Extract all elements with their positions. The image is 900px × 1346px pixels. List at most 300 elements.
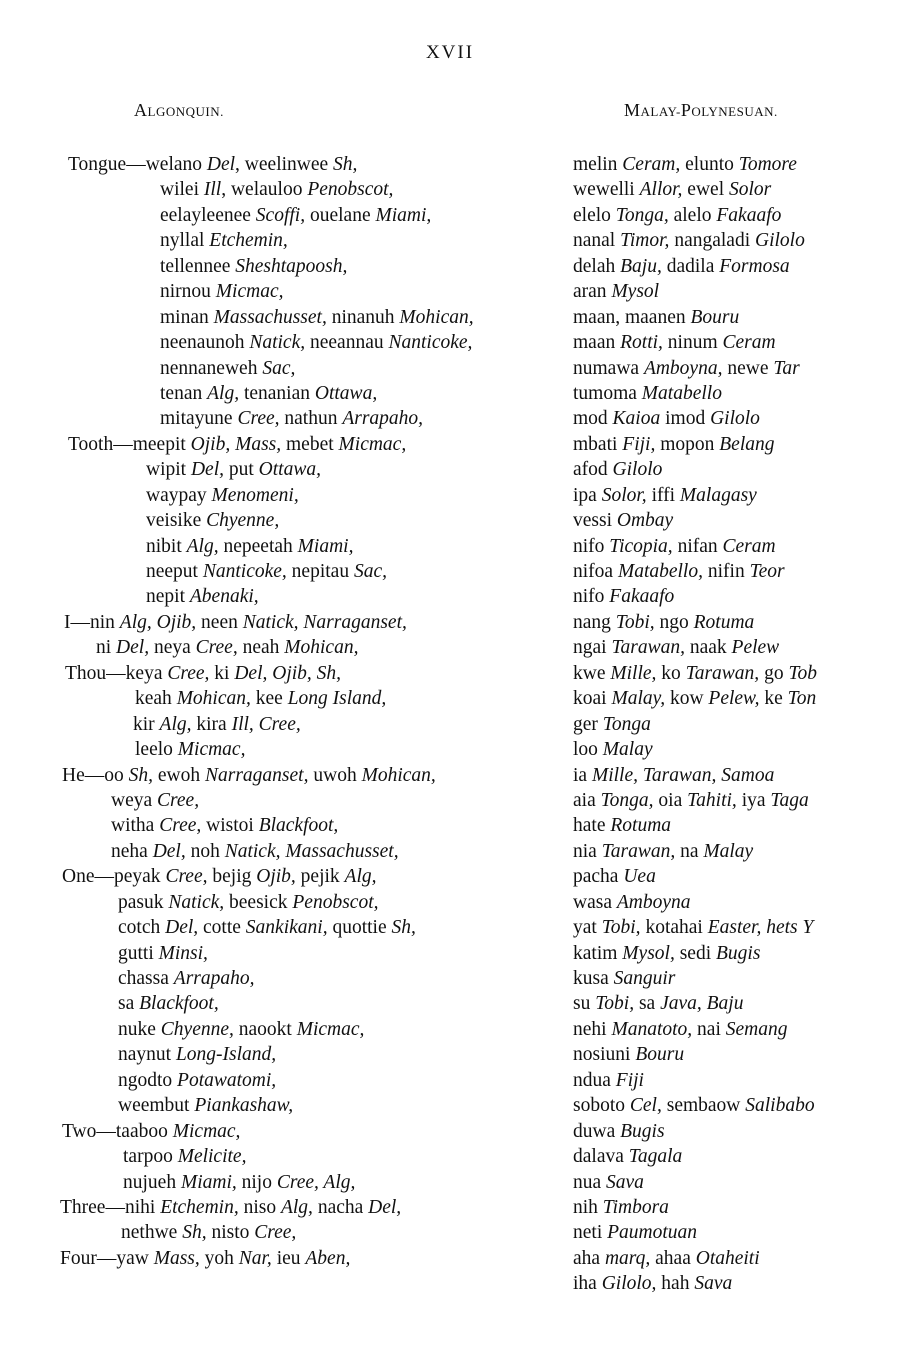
left-line [0,177,474,202]
word-text: aran [573,281,612,303]
language-name: Nanticoke, [388,332,473,354]
language-name: Tahiti, [687,789,737,811]
right-line [573,177,817,202]
left-line [0,1144,474,1169]
left-heading-rest: LGONQUIN. [147,104,224,119]
right-line [573,228,817,253]
word-text: nifan [672,535,723,557]
language-name: Malagasy [679,484,757,506]
language-name: Timbora [602,1196,669,1218]
right-line [573,584,817,609]
word-text: loo [573,739,603,761]
language-name: Bugis [716,942,761,964]
word-text: ko [656,662,686,684]
left-line [0,839,474,864]
right-line [573,381,817,406]
word-text: tenanian [239,382,315,404]
word-text: kotahai [640,917,708,939]
language-name: Baju, [620,255,662,277]
left-line [0,330,474,355]
word-text: nisto [206,1222,255,1244]
language-name: Ceram [722,332,776,354]
language-name: Mohican, [284,637,359,659]
language-name: Timor, [620,230,670,252]
word-text: neeannau [305,332,389,354]
language-name: Micmac, [172,1120,241,1142]
word-text: He—oo [62,764,129,786]
left-line [0,864,474,889]
language-name: Sh, [391,917,416,939]
left-line [0,737,474,762]
word-text: vessi [573,510,617,532]
left-line [0,661,474,686]
word-text: I—nin [64,611,120,633]
language-name: Cree, [165,866,208,888]
word-text: nujueh [123,1171,181,1193]
right-line [573,1195,817,1220]
word-text: aha [573,1247,605,1269]
language-name: Tomore [738,154,797,175]
right-line [573,941,817,966]
word-text: duwa [573,1120,621,1142]
word-text: yoh [199,1247,239,1269]
word-text: ger [573,713,603,735]
word-text: nih [573,1196,603,1218]
language-name: Rotti, [620,332,663,354]
left-line [0,991,474,1016]
word-text: dadila [661,255,720,277]
right-line [573,737,817,762]
word-text: iha [573,1273,602,1295]
word-text: alelo [668,204,717,226]
language-name: Malay [703,840,754,862]
language-name: Tobi, [615,611,655,633]
word-text: sa [634,993,661,1015]
language-name: Menomeni, [211,484,299,506]
language-name: Chyenne, [160,1018,234,1040]
right-heading-rest-1: ALAY- [640,104,681,119]
word-text: sa [118,993,140,1015]
word-text: sedi [674,942,716,964]
language-name: Blackfoot, [139,993,219,1015]
right-line [573,305,817,330]
word-text: kira [191,713,232,735]
left-line [0,763,474,788]
language-name: Sanguir [613,968,676,989]
word-text: One—peyak [62,866,166,888]
language-name: Gilolo [755,230,805,252]
word-text: ia [573,764,592,786]
language-name: Del, [368,1196,402,1218]
word-text: ni [96,637,117,659]
left-heading-initial: A [134,100,148,120]
left-line [0,686,474,711]
word-text: Tooth—meepit [68,433,191,455]
right-line [573,1246,817,1271]
word-text: neti [573,1222,608,1244]
language-name: Sac, [262,357,296,379]
word-text: tellennee [160,255,236,277]
language-name: Taga [770,789,809,811]
right-line [573,1068,817,1093]
word-text: pasuk [118,891,169,913]
word-text: hah [656,1273,695,1295]
language-name: Ojib, [256,866,296,888]
word-text: nathun [279,408,343,430]
word-text: nirnou [160,281,216,303]
language-name: Paumotuan [607,1222,698,1244]
right-line [573,1017,817,1042]
word-text: nifo [573,586,610,608]
word-text: katim [573,942,623,964]
language-name: Mysol [611,281,660,303]
language-name: Alg, [186,535,219,557]
left-line [0,890,474,915]
language-name: Otaheiti [695,1247,760,1269]
word-text: kwe [573,662,611,684]
language-name: Cel, [629,1095,662,1117]
language-name: Natick, Narraganset, [242,611,407,633]
language-name: Malay [602,739,653,761]
word-text: gutti [118,942,159,964]
language-name: Long-Island, [175,1044,277,1066]
language-name: Del, Ojib, Sh, [234,662,342,684]
left-line [0,203,474,228]
language-name: Matabello [641,382,722,404]
language-name: Piankashaw, [194,1095,294,1117]
right-heading-rest-2: OLYNESUAN. [691,104,778,119]
right-line [573,813,817,838]
language-name: Ottawa, [258,459,321,481]
language-name: Tonga [602,713,651,735]
word-text: kee [250,688,288,710]
word-text: tarpoo [123,1146,178,1168]
word-text: go [759,662,789,684]
right-line [573,457,817,482]
word-text: kir [133,713,160,735]
word-text: sembaow [661,1095,746,1117]
language-name: Etchemin, [160,1196,239,1218]
right-heading-initial-2: P [680,100,692,120]
left-line [0,1093,474,1118]
right-line [573,661,817,686]
language-name: Belang [719,433,775,455]
right-line [573,686,817,711]
right-line [573,890,817,915]
word-text: numawa [573,357,644,379]
language-name: Ill, Cree, [231,713,301,735]
language-name: Sava [694,1273,733,1295]
right-line [573,1093,817,1118]
language-name: Rotuma [693,611,755,633]
language-name: Tar [773,357,800,379]
left-line [0,1017,474,1042]
word-text: dalava [573,1146,629,1168]
left-line [0,941,474,966]
word-text: iya [736,789,771,811]
right-line [573,610,817,635]
right-heading-initial-1: M [624,100,641,120]
word-text: ouelane [305,204,376,226]
word-text: ndua [573,1069,616,1091]
right-line [573,254,817,279]
language-name: Alg, Ojib, [119,611,197,633]
left-line [0,228,474,253]
left-line [0,254,474,279]
left-line [0,483,474,508]
malay-polynesian-word-list [573,152,817,1297]
word-text: elunto [680,154,739,175]
language-name: Fiji, [622,433,656,455]
language-name: Tarawan, [601,840,676,862]
word-text: pacha [573,866,624,888]
language-name: Solor [728,179,772,201]
word-text: nifoa [573,561,618,582]
right-line [573,1042,817,1067]
right-line [573,279,817,304]
word-text: maan [573,332,621,354]
language-name: Ombay [616,510,674,532]
language-name: Tobi, [601,917,641,939]
left-line [0,1246,474,1271]
left-column-heading [134,100,224,121]
language-name: Micmac, [215,281,284,303]
language-name: Malay, [611,688,666,710]
word-text: neah [237,637,285,659]
word-text: chassa [118,968,174,989]
language-name: Tarawan, [611,637,685,659]
language-name: Cree, [237,408,280,430]
language-name: Java, Baju [660,993,744,1015]
word-text: yat [573,917,602,939]
word-text: koai [573,688,612,710]
language-name: Ton [787,688,817,710]
left-line [0,610,474,635]
word-text: nepit [146,586,190,608]
language-name: Tonga, [615,204,669,226]
language-name: Etchemin, [209,230,288,252]
word-text: ipa [573,484,602,506]
word-text: neen [196,611,243,633]
word-text: ngai [573,637,612,659]
word-text: melin [573,154,623,175]
word-text: ke [759,688,788,710]
word-text: delah [573,255,621,277]
right-line [573,915,817,940]
language-name: Ill [203,179,222,201]
language-name: Bouru [690,306,740,328]
right-line [573,559,817,584]
right-line [573,864,817,889]
language-name: Alg, [280,1196,313,1218]
word-text: Three—nihi [60,1196,161,1218]
language-name: Abenaki, [189,586,259,608]
left-line [0,1119,474,1144]
word-text: neenaunoh [160,332,250,354]
language-name: Mohican, [176,688,251,710]
right-line [573,356,817,381]
language-name: Ticopia, [609,535,673,557]
language-name: Arrapaho, [342,408,424,430]
right-line [573,763,817,788]
right-line [573,1220,817,1245]
language-name: Pelew [731,637,780,659]
language-name: Aben, [305,1247,351,1269]
word-text: neeput [146,561,203,582]
word-text: witha [111,815,160,837]
word-text: veisike [146,510,207,532]
right-line [573,712,817,737]
language-name: Blackfoot, [258,815,339,837]
word-text: aia [573,789,601,811]
language-name: Kaioa [612,408,661,430]
word-text: imod [660,408,711,430]
language-name: Teor [749,561,785,582]
language-name: Sheshtapoosh, [235,255,348,277]
word-text: mebet [281,433,339,455]
right-line [573,1119,817,1144]
language-name: Tagala [628,1146,683,1168]
word-text: uwoh [308,764,362,786]
word-text: nifin [702,561,750,582]
left-line [0,813,474,838]
word-text: pejik [295,866,345,888]
language-name: Matabello, [617,561,703,582]
word-text: nacha [312,1196,369,1218]
word-text: newe [722,357,774,379]
word-text: tenan [160,382,208,404]
word-text: eelayleenee [160,204,256,226]
left-line [0,788,474,813]
language-name: Scoffi, [255,204,306,226]
language-name: Ottawa, [314,382,378,404]
word-text: nang [573,611,616,633]
language-name: Gilolo [710,408,760,430]
language-name: Mille, [610,662,657,684]
word-text: neya [149,637,196,659]
language-name: marq, [604,1247,651,1269]
word-text: nepitau [286,561,354,582]
left-line [0,584,474,609]
language-name: Fiji [615,1069,644,1091]
language-name: Del, [116,637,150,659]
language-name: Fakaafo [716,204,782,226]
language-name: Formosa [719,255,790,277]
language-name: Miami, [297,535,354,557]
language-name: Semang [725,1018,788,1040]
language-name: Sac, [353,561,387,582]
language-name: Natick, [168,891,225,913]
language-name: Cree, [195,637,238,659]
language-name: Long Island, [287,688,387,710]
word-text: ninanuh [326,306,400,328]
word-text: afod [573,459,613,481]
language-name: Mohican, [399,306,474,328]
language-name: Fakaafo [609,586,675,608]
left-line [0,457,474,482]
language-name: Alg, [159,713,192,735]
left-line [0,406,474,431]
word-text: wilei [160,179,204,201]
language-name: Del, [190,459,224,481]
word-text: mod [573,408,613,430]
language-name: Mohican, [361,764,436,786]
word-text: naynut [118,1044,176,1066]
word-text: Two—taaboo [62,1120,173,1142]
word-text: tumoma [573,382,642,404]
left-line [0,915,474,940]
word-text: minan [160,306,214,328]
language-name: Penobscot, [307,179,394,201]
left-line [0,305,474,330]
right-line [573,152,817,177]
word-text: noh [185,840,225,862]
left-line [0,432,474,457]
language-name: Massachusset, [213,306,327,328]
left-line [0,1042,474,1067]
language-name: Bugis [620,1120,665,1142]
word-text: put [224,459,259,481]
right-line [573,330,817,355]
word-text: beesick [224,891,293,913]
language-name: Del [206,154,236,175]
language-name: Sava [606,1171,644,1193]
word-text: nua [573,1171,607,1193]
language-name: Pelew, [708,688,760,710]
language-name: Easter, hets Y [707,917,814,939]
language-name: Micmac, [177,739,246,761]
language-name: Micmac, [296,1018,365,1040]
word-text: cotte [198,917,246,939]
language-name: Salibabo [745,1095,815,1117]
word-text: ieu [271,1247,306,1269]
word-text: nethwe [121,1222,183,1244]
language-name: Cree, [254,1222,297,1244]
language-name: Sh, [128,764,153,786]
right-line [573,508,817,533]
word-text: ewoh [153,764,205,786]
word-text: nifo [573,535,610,557]
word-text: bejig [207,866,257,888]
left-line [0,1068,474,1093]
language-name: Sankikani, [245,917,328,939]
language-name: Nanticoke, [202,561,287,582]
left-line [0,279,474,304]
word-text: nia [573,840,602,862]
right-line [573,1170,817,1195]
left-line [0,966,474,991]
left-line [0,508,474,533]
word-text: nosiuni [573,1044,636,1066]
language-name: Miami, [180,1171,237,1193]
language-name: Miami, [375,204,432,226]
right-line [573,203,817,228]
right-line [573,406,817,431]
language-name: Alg, [207,382,240,404]
language-name: Tobi, [595,993,635,1015]
left-line [0,152,474,177]
left-line [0,635,474,660]
language-name: Amboyna [616,891,691,913]
language-name: Tonga, [600,789,654,811]
word-text: ngodto [118,1069,178,1091]
word-text: wipit [146,459,191,481]
word-text: weya [111,789,158,811]
language-name: Uea [623,866,656,888]
language-name: Ceram, [622,154,681,175]
left-line [0,1220,474,1245]
word-text: waypay [146,484,212,506]
